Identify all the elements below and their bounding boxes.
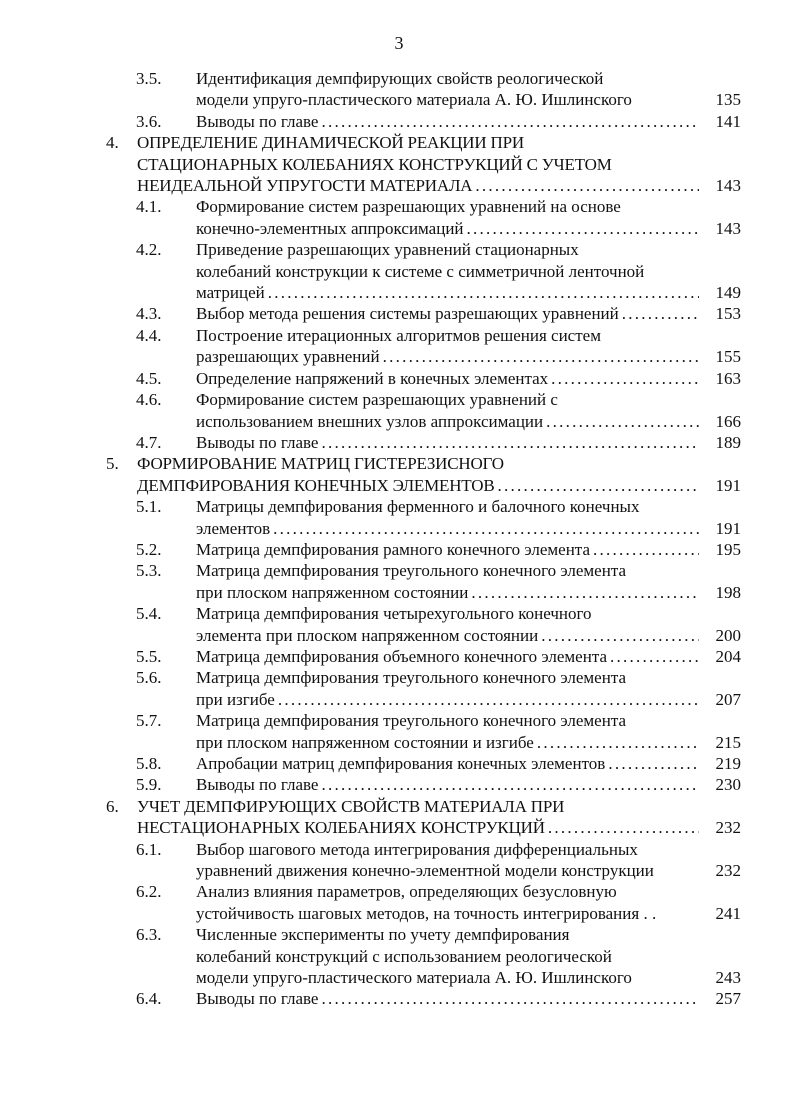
toc-entry-title-line: ОПРЕДЕЛЕНИЕ ДИНАМИЧЕСКОЙ РЕАКЦИИ ПРИ bbox=[137, 133, 524, 153]
toc-entry-page: 204 bbox=[715, 646, 741, 666]
toc-section bbox=[0, 603, 798, 646]
toc-entry-title-line: Выводы по главе bbox=[196, 111, 319, 131]
dot-leader bbox=[541, 625, 699, 646]
toc-entry-number: 4.2. bbox=[136, 240, 162, 260]
toc-section bbox=[0, 988, 798, 1009]
dot-leader bbox=[475, 175, 699, 196]
toc-entry-page: 143 bbox=[715, 218, 741, 238]
dot-leader bbox=[551, 368, 699, 389]
toc-section bbox=[0, 432, 798, 453]
toc-entry-title-line: Матрица демпфирования рамного конечного элемента bbox=[196, 539, 590, 559]
toc-section bbox=[0, 753, 798, 774]
dot-leader bbox=[497, 475, 699, 496]
toc-entry-title-line: устойчивость шаговых методов, на точность интегрирования . . bbox=[196, 903, 657, 923]
toc-entry-title-line: матрицей bbox=[196, 283, 265, 303]
toc-entry-page: 163 bbox=[715, 368, 741, 388]
toc-entry-title-line: Матрица демпфирования объемного конечного элемента bbox=[196, 646, 608, 666]
toc-entry-page: 215 bbox=[715, 732, 741, 752]
toc-entry-title-line: Построение итерационных алгоритмов решения систем bbox=[196, 325, 601, 345]
toc-entry-number: 5.4. bbox=[136, 604, 162, 624]
dot-leader bbox=[471, 582, 699, 603]
toc-entry-title-line: колебаний конструкции к системе с симметричной ленточной bbox=[196, 261, 645, 281]
toc-section bbox=[0, 303, 798, 324]
toc-entry-title-line: УЧЕТ ДЕМПФИРУЮЩИХ СВОЙСТВ МАТЕРИАЛА ПРИ bbox=[137, 796, 565, 816]
toc-entry-title-line: Матрица демпфирования четырехугольного конечного bbox=[196, 604, 592, 624]
toc-entry-number: 5.3. bbox=[136, 561, 162, 581]
toc-entry-title-line: Выводы по главе bbox=[196, 432, 319, 452]
toc-entry-page: 200 bbox=[715, 625, 741, 645]
toc-entry-page: 135 bbox=[715, 90, 741, 110]
toc-entry-page: 230 bbox=[715, 775, 741, 795]
toc-entry-title-line: Численные эксперименты по учету демпфирования bbox=[196, 925, 570, 945]
toc-entry-title-line: ДЕМПФИРОВАНИЯ КОНЕЧНЫХ ЭЛЕМЕНТОВ bbox=[137, 475, 495, 495]
toc-entry-title-line: уравнений движения конечно-элементной модели конструкции bbox=[196, 861, 654, 881]
toc-entry-title-line: элемента при плоском напряженном состоянии bbox=[196, 625, 539, 645]
toc-entry-number: 3.6. bbox=[136, 111, 162, 131]
toc-section bbox=[0, 710, 798, 753]
toc-entry-title-line: Определение напряжений в конечных элементах bbox=[196, 368, 549, 388]
toc-entry-number: 5.8. bbox=[136, 754, 162, 773]
toc-entry-title-line: Матрицы демпфирования ферменного и балочного конечных bbox=[196, 497, 640, 517]
toc-entry-page: 257 bbox=[715, 989, 741, 1009]
dot-leader bbox=[467, 218, 699, 239]
dot-leader bbox=[548, 817, 699, 838]
toc-entry-number: 6. bbox=[106, 796, 119, 816]
toc-entry-title-line: Выводы по главе bbox=[196, 989, 319, 1009]
dot-leader bbox=[321, 774, 699, 795]
toc-entry-page: 198 bbox=[715, 582, 741, 602]
toc-entry-number: 6.3. bbox=[136, 925, 162, 945]
dot-leader bbox=[593, 539, 699, 560]
toc-entry-page: 232 bbox=[715, 861, 741, 881]
toc-entry-page: 243 bbox=[715, 968, 741, 988]
toc-entry-number: 4.3. bbox=[136, 304, 162, 324]
toc-section bbox=[0, 646, 798, 667]
dot-leader bbox=[622, 303, 699, 324]
toc-entry-number: 5. bbox=[106, 454, 119, 474]
dot-leader bbox=[546, 411, 699, 432]
toc-section bbox=[0, 774, 798, 795]
toc-section bbox=[0, 325, 798, 368]
toc-section bbox=[0, 560, 798, 603]
toc-entry-title-line: Матрица демпфирования треугольного конечного элемента bbox=[196, 711, 627, 731]
dot-leader bbox=[610, 646, 699, 667]
toc-section bbox=[0, 881, 798, 924]
toc-section bbox=[0, 68, 798, 111]
toc-entry-title-line: Идентификация демпфирующих свойств реологической bbox=[196, 69, 604, 88]
toc-entry-title-line: конечно-элементных аппроксимаций bbox=[196, 218, 464, 238]
toc-entry-page: 219 bbox=[715, 754, 741, 773]
toc-entry-number: 6.1. bbox=[136, 839, 162, 859]
dot-leader bbox=[321, 432, 699, 453]
toc-entry-page: 143 bbox=[715, 176, 741, 196]
dot-leader bbox=[268, 282, 699, 303]
toc-entry-page: 149 bbox=[715, 283, 741, 303]
dot-leader bbox=[321, 111, 699, 132]
toc-entry-title-line: элементов bbox=[196, 518, 271, 538]
toc-entry-title-line: модели упруго-пластического материала А. Ю. Ишлинского bbox=[196, 90, 632, 110]
toc-entry-page: 189 bbox=[715, 432, 741, 452]
toc-entry-page: 141 bbox=[715, 111, 741, 131]
toc-entry-page: 191 bbox=[715, 518, 741, 538]
toc-entry-number: 6.4. bbox=[136, 989, 162, 1009]
page-number: 3 bbox=[394, 33, 404, 53]
toc-entry-page: 195 bbox=[715, 539, 741, 559]
toc-entry-page: 191 bbox=[715, 475, 741, 495]
toc-entry-number: 5.2. bbox=[136, 539, 162, 559]
toc-entry-title-line: Анализ влияния параметров, определяющих безусловную bbox=[196, 882, 617, 902]
dot-leader bbox=[537, 732, 699, 753]
toc-entry-title-line: колебаний конструкций с использованием реологической bbox=[196, 946, 612, 966]
toc-entry-page: 232 bbox=[715, 818, 741, 838]
toc-section bbox=[0, 239, 798, 303]
toc-section bbox=[0, 667, 798, 710]
toc-section bbox=[0, 839, 798, 882]
dot-leader bbox=[608, 753, 699, 774]
toc-entry-title-line: Матрица демпфирования треугольного конечного элемента bbox=[196, 668, 627, 688]
toc-entry-title-line: Приведение разрешающих уравнений стационарных bbox=[196, 240, 579, 260]
toc-entry-number: 5.6. bbox=[136, 668, 162, 688]
toc-chapter bbox=[0, 453, 798, 496]
toc-entry-page: 241 bbox=[715, 903, 741, 923]
dot-leader bbox=[278, 689, 699, 710]
toc-entry-page: 155 bbox=[715, 347, 741, 367]
toc-entry-number: 5.9. bbox=[136, 775, 162, 795]
toc-entry-title-line: при плоском напряженном состоянии и изгибе bbox=[196, 732, 534, 752]
toc-entry-title-line: при плоском напряженном состоянии bbox=[196, 582, 469, 602]
toc-entry-title-line: Выбор шагового метода интегрирования дифференциальных bbox=[196, 839, 638, 859]
toc-entry-title-line: Выводы по главе bbox=[196, 775, 319, 795]
toc-entry-title-line: модели упруго-пластического материала А. Ю. Ишлинского bbox=[196, 968, 632, 988]
dot-leader bbox=[383, 346, 699, 367]
toc-entry-page: 166 bbox=[715, 411, 741, 431]
toc-entry-title-line: Формирование систем разрешающих уравнений с bbox=[196, 390, 558, 410]
toc-entry-title-line: ФОРМИРОВАНИЕ МАТРИЦ ГИСТЕРЕЗИСНОГО bbox=[137, 454, 504, 474]
toc-entry-number: 4.4. bbox=[136, 325, 162, 345]
toc-entry-number: 6.2. bbox=[136, 882, 162, 902]
toc-entry-page: 207 bbox=[715, 689, 741, 709]
toc-entry-title-line: Выбор метода решения системы разрешающих уравнений bbox=[196, 304, 619, 324]
toc-entry-title-line: Матрица демпфирования треугольного конечного элемента bbox=[196, 561, 627, 581]
toc-section bbox=[0, 539, 798, 560]
toc-entry-number: 5.5. bbox=[136, 646, 162, 666]
toc-section bbox=[0, 496, 798, 539]
toc-section bbox=[0, 368, 798, 389]
toc-entry-title-line: Апробации матриц демпфирования конечных элементов bbox=[196, 754, 606, 773]
toc-entry-number: 4.1. bbox=[136, 197, 162, 217]
toc-section bbox=[0, 196, 798, 239]
toc-entry-title-line: СТАЦИОНАРНЫХ КОЛЕБАНИЯХ КОНСТРУКЦИЙ С УЧЕТОМ bbox=[137, 154, 612, 174]
table-of-contents bbox=[0, 68, 798, 1010]
toc-entry-title-line: НЕСТАЦИОНАРНЫХ КОЛЕБАНИЯХ КОНСТРУКЦИЙ bbox=[137, 818, 545, 838]
toc-chapter bbox=[0, 132, 798, 196]
toc-entry-title-line: разрешающих уравнений bbox=[196, 347, 380, 367]
toc-section bbox=[0, 389, 798, 432]
toc-entry-title-line: Формирование систем разрешающих уравнений на основе bbox=[196, 197, 621, 217]
toc-section bbox=[0, 924, 798, 988]
toc-chapter bbox=[0, 796, 798, 839]
toc-entry-number: 4. bbox=[106, 133, 119, 153]
toc-entry-title-line: при изгибе bbox=[196, 689, 275, 709]
toc-entry-title-line: использованием внешних узлов аппроксимации bbox=[196, 411, 544, 431]
toc-entry-title-line: НЕИДЕАЛЬНОЙ УПРУГОСТИ МАТЕРИАЛА bbox=[137, 176, 473, 196]
toc-entry-number: 3.5. bbox=[136, 69, 162, 88]
toc-entry-number: 4.7. bbox=[136, 432, 162, 452]
toc-entry-page: 153 bbox=[715, 304, 741, 324]
toc-entry-number: 5.1. bbox=[136, 497, 162, 517]
toc-section bbox=[0, 111, 798, 132]
dot-leader bbox=[273, 518, 699, 539]
dot-leader bbox=[321, 988, 699, 1009]
toc-entry-number: 4.6. bbox=[136, 390, 162, 410]
toc-entry-number: 4.5. bbox=[136, 368, 162, 388]
toc-entry-number: 5.7. bbox=[136, 711, 162, 731]
